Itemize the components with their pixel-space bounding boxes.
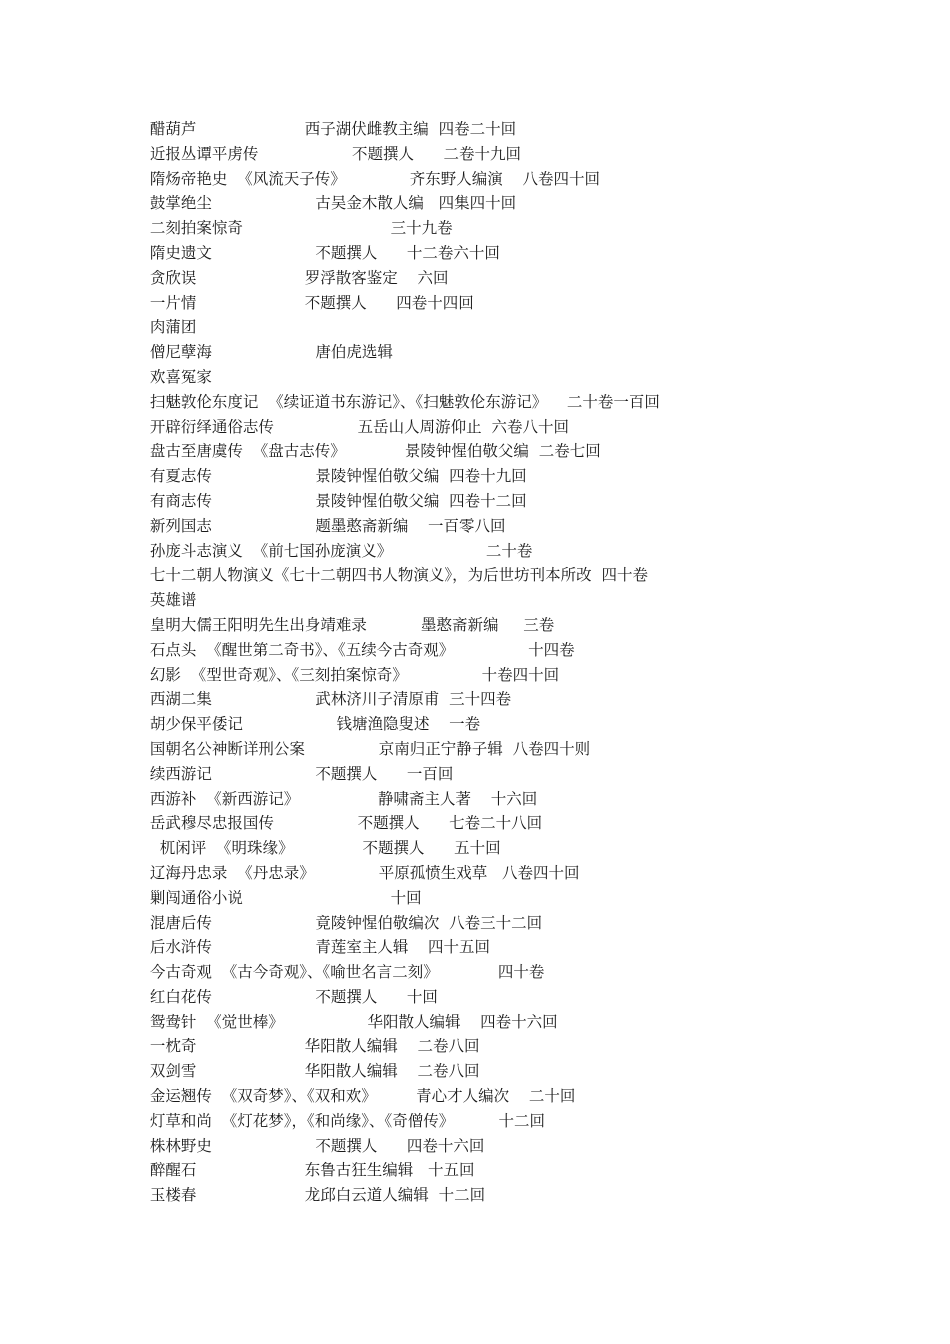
list-item: 二刻拍案惊奇 三十九卷 (140, 219, 463, 238)
list-item: 红白花传 不题撰人 十回 (140, 987, 448, 1006)
list-item: 七十二朝人物演义《七十二朝四书人物演义》，为后世坊刊本所改 四十卷 (140, 566, 658, 585)
list-item: 欢喜冤家 (140, 367, 222, 386)
list-item: 后水浒传 青莲室主人辑 四十五回 (140, 938, 500, 957)
list-item: 英雄谱 (140, 591, 207, 610)
list-item: 开辟衍绎通俗志传 五岳山人周游仰止 六卷八十回 (140, 417, 579, 436)
list-item: 岳武穆尽忠报国传 不题撰人 七卷二十八回 (140, 814, 553, 833)
list-item: 辽海丹忠录 《丹忠录》 平原孤愤生戏草 八卷四十回 (140, 863, 590, 882)
list-item: 金运翘传 《双奇梦》、《双和欢》 青心才人编次 二十回 (140, 1087, 586, 1106)
list-item: 西游补 《新西游记》 静啸斋主人著 十六回 (140, 789, 548, 808)
list-item: 新列国志 题墨憨斋新编 一百零八回 (140, 516, 516, 535)
list-item: 国朝名公神断详刑公案 京南归正宁静子辑 八卷四十则 (140, 739, 600, 758)
list-item: 贪欣误 罗浮散客鉴定 六回 (140, 268, 459, 287)
book-list (140, 117, 840, 1208)
list-item: 有商志传 景陵钟惺伯敬父编 四卷十二回 (140, 491, 537, 510)
list-item: 西湖二集 武林济川子清原甫 三十四卷 (140, 690, 522, 709)
list-item: 今古奇观 《古今奇观》、《喻世名言二刻》 四十卷 (140, 963, 555, 982)
list-item: 皇明大儒王阳明先生出身靖难录 墨憨斋新编 三卷 (140, 615, 565, 634)
list-item: 混唐后传 竟陵钟惺伯敬编次 八卷三十二回 (140, 913, 553, 932)
list-item: 扫魅敦伦东度记 《续证道书东游记》、《扫魅敦伦东游记》 二十卷一百回 (140, 392, 670, 411)
list-item: 醋葫芦 西子湖伏雌教主编 四卷二十回 (140, 120, 526, 138)
list-item: 剿闯通俗小说 十回 (140, 888, 432, 907)
list-item: 杌闲评 《明珠缘》 不题撰人 五十回 (140, 839, 511, 858)
list-item: 石点头 《醒世第二奇书》、《五续今古奇观》 十四卷 (140, 640, 585, 659)
list-item: 续西游记 不题撰人 一百回 (140, 764, 464, 783)
list-item: 有夏志传 景陵钟惺伯敬父编 四卷十九回 (140, 467, 537, 486)
list-item: 近报丛谭平虏传 不题撰人 二卷十九回 (140, 144, 531, 163)
list-item: 双剑雪 华阳散人编辑 二卷八回 (140, 1062, 490, 1081)
list-item: 胡少保平倭记 钱塘渔隐叟述 一卷 (140, 715, 491, 734)
list-item: 盘古至唐虞传 《盘古志传》 景陵钟惺伯敬父编 二卷七回 (140, 442, 611, 461)
list-item: 玉楼春 龙邱白云道人编辑 十二回 (140, 1186, 495, 1205)
list-item: 肉蒲团 (140, 318, 207, 337)
list-item: 鸳鸯针 《觉世棒》 华阳散人编辑 四卷十六回 (140, 1012, 568, 1031)
list-item: 鼓掌绝尘 古吴金木散人编 四集四十回 (140, 194, 526, 213)
list-item: 孙庞斗志演义 《前七国孙庞演义》 二十卷 (140, 541, 543, 560)
list-item: 幻影 《型世奇观》、《三刻拍案惊奇》 十卷四十回 (140, 665, 569, 684)
list-item: 一片情 不题撰人 四卷十四回 (140, 293, 484, 312)
list-item: 僧尼孽海 唐伯虎选辑 (140, 343, 403, 362)
list-item: 株林野史 不题撰人 四卷十六回 (140, 1136, 495, 1155)
list-item: 隋炀帝艳史 《风流天子传》 齐东野人编演 八卷四十回 (140, 169, 610, 188)
list-item: 隋史遗文 不题撰人 十二卷六十回 (140, 243, 510, 262)
list-item: 醉醒石 东鲁古狂生编辑 十五回 (140, 1161, 485, 1180)
list-item: 灯草和尚 《灯花梦》，《和尚缘》、《奇僧传》 十二回 (140, 1111, 555, 1130)
list-item: 一枕奇 华阳散人编辑 二卷八回 (140, 1037, 490, 1056)
